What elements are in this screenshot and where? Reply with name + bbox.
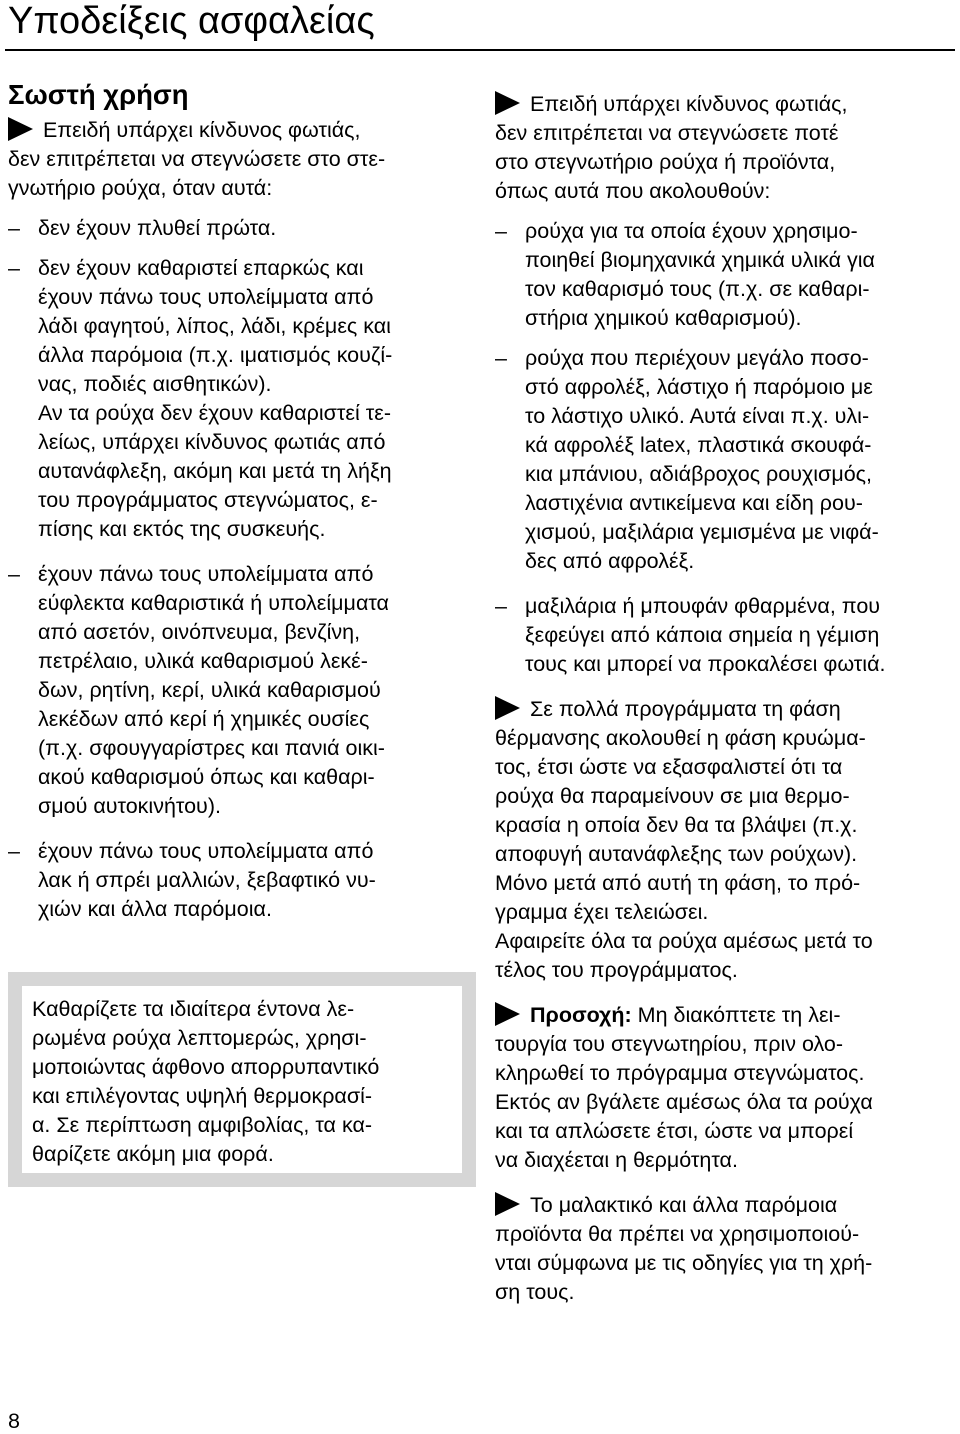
text-line: άλλα παρόμοια (π.χ. ιματισμός κουζί- xyxy=(38,343,393,367)
dash-bullet: – xyxy=(495,219,507,243)
dash-bullet: – xyxy=(495,594,507,618)
fire-warning-paragraph xyxy=(8,116,470,203)
list-item xyxy=(495,217,957,333)
play-arrow-icon xyxy=(8,117,33,141)
text-line: δεν επιτρέπεται να στεγνώσετε ποτέ xyxy=(495,121,839,145)
text-line: κά αφρολέξ latex, πλαστικά σκουφά- xyxy=(525,433,872,457)
text-line: ση τους. xyxy=(495,1280,575,1304)
right-column xyxy=(495,90,957,1307)
text-line: και τα απλώσετε έτσι, ώστε να μπορεί xyxy=(495,1119,854,1143)
cooling-phase-paragraph xyxy=(495,695,957,985)
page-number: 8 xyxy=(8,1409,20,1433)
text-line: Εκτός αν βγάλετε αμέσως όλα τα ρούχα xyxy=(495,1090,873,1114)
text-line: όπως αυτά που ακολουθούν: xyxy=(495,179,771,203)
dash-bullet: – xyxy=(8,256,20,280)
list-item xyxy=(8,560,470,821)
text-line: λαστιχένια αντικείμενα και είδη ρου- xyxy=(525,491,863,515)
text-line: στήρια χημικού καθαρισμού). xyxy=(525,306,802,330)
caution-label: Προσοχή: xyxy=(530,1003,632,1027)
text-line xyxy=(495,90,957,119)
dash-bullet: – xyxy=(8,562,20,586)
text-line: κια μπάνιου, αδιάβροχος ρουχισμός, xyxy=(525,462,873,486)
text-line: λείως, υπάρχει κίνδυνος φωτιάς από xyxy=(38,430,386,454)
softener-paragraph xyxy=(495,1191,957,1307)
text-line: πετρέλαιο, υλικά καθαρισμού λεκέ- xyxy=(38,649,368,673)
text-line: Μόνο μετά από αυτή τη φάση, το πρό- xyxy=(495,871,861,895)
text-line-content: Σε πολλά προγράμματα τη φάση xyxy=(530,697,841,721)
section-heading: Σωστή χρήση xyxy=(8,79,189,110)
dash-bullet: – xyxy=(8,216,20,240)
text-line: λακ ή σπρέι μαλλιών, ξεβαφτικό νυ- xyxy=(38,868,376,892)
text-line: θέρμανσης ακολουθεί η φάση κρυώμα- xyxy=(495,726,866,750)
text-line: λεκέδων από κερί ή χημικές ουσίες xyxy=(38,707,370,731)
text-line: δεν επιτρέπεται να στεγνώσετε στο στε- xyxy=(8,147,386,171)
text-line: Αφαιρείτε όλα τα ρούχα αμέσως μετά το xyxy=(495,929,873,953)
text-line xyxy=(495,695,957,724)
text-line: χιών και άλλα παρόμοια. xyxy=(38,897,272,921)
text-line: του προγράμματος στεγνώματος, ε- xyxy=(38,488,378,512)
text-line: λάδι φαγητού, λίπος, λάδι, κρέμες και xyxy=(38,314,391,338)
text-line: τον καθαρισμό τους (π.χ. σε καθαρι- xyxy=(525,277,870,301)
text-line: στό αφρολέξ, λάστιχο ή παρόμοιο με xyxy=(525,375,873,399)
text-line: τος, έτσι ώστε να εξασφαλιστεί ότι τα xyxy=(495,755,843,779)
text-line: αποφυγή αυτανάφλεξης των ρούχων). xyxy=(495,842,858,866)
text-line: νται σύμφωνα με τις οδηγίες για τη χρή- xyxy=(495,1251,873,1275)
text-line: ρωμένα ρούχα λεπτομερώς, χρησι- xyxy=(32,1026,367,1050)
text-line: δων, ρητίνη, κερί, υλικά καθαρισμού xyxy=(38,678,381,702)
left-column xyxy=(8,76,470,924)
text-line: το λάστιχο υλικό. Αυτά είναι π.χ. υλι- xyxy=(525,404,870,428)
text-line: αυτανάφλεξη, ακόμη και μετά τη λήξη xyxy=(38,459,392,483)
text-line-content: Επειδή υπάρχει κίνδυνος φωτιάς, xyxy=(43,118,361,142)
text-line: έχουν πάνω τους υπολείμματα από xyxy=(38,285,374,309)
text-line-content: Μη διακόπτετε τη λει- xyxy=(631,1003,841,1027)
text-line xyxy=(495,1001,957,1030)
text-line: προϊόντα θα πρέπει να χρησιμοποιού- xyxy=(495,1222,860,1246)
text-line: ρούχα που περιέχουν μεγάλο ποσο- xyxy=(525,346,869,370)
text-line: α. Σε περίπτωση αμφιβολίας, τα κα- xyxy=(32,1113,373,1137)
list-item xyxy=(8,254,470,544)
text-line: μοποιώντας άφθονο απορρυπαντικό xyxy=(32,1055,380,1079)
text-line: ρούχα θα παραμείνουν σε μια θερμο- xyxy=(495,784,850,808)
play-arrow-icon xyxy=(495,696,520,720)
text-line: γνωτήριο ρούχα, όταν αυτά: xyxy=(8,176,273,200)
text-line xyxy=(495,1191,957,1220)
text-line: στο στεγνωτήριο ρούχα ή προϊόντα, xyxy=(495,150,836,174)
dash-bullet: – xyxy=(8,839,20,863)
list-item xyxy=(8,214,470,243)
play-arrow-icon xyxy=(495,91,520,115)
caution-paragraph xyxy=(495,1001,957,1175)
text-line: δεν έχουν καθαριστεί επαρκώς και xyxy=(38,256,364,280)
text-line: έχουν πάνω τους υπολείμματα από xyxy=(38,839,374,863)
text-line: τέλος του προγράμματος. xyxy=(495,958,738,982)
text-line: ακού καθαρισμού όπως και καθαρι- xyxy=(38,765,375,789)
dash-bullet: – xyxy=(495,346,507,370)
text-line: χισμού, μαξιλάρια γεμισμένα με νιφά- xyxy=(525,520,879,544)
text-line: μαξιλάρια ή μπουφάν φθαρμένα, που xyxy=(525,594,881,618)
text-line: κληρωθεί το πρόγραμμα στεγνώματος. xyxy=(495,1061,865,1085)
text-line: πίσης και εκτός της συσκευής. xyxy=(38,517,326,541)
text-line: και επιλέγοντας υψηλή θερμοκρασί- xyxy=(32,1084,373,1108)
list-item xyxy=(8,837,470,924)
note-box xyxy=(8,972,476,1187)
text-line: ρούχα για τα οποία έχουν χρησιμο- xyxy=(525,219,858,243)
text-line: θαρίζετε ακόμη μια φορά. xyxy=(32,1142,274,1166)
text-line: από ασετόν, οινόπνευμα, βενζίνη, xyxy=(38,620,361,644)
text-line: ξεφεύγει από κάποια σημεία η γέμιση xyxy=(525,623,880,647)
list-item xyxy=(495,592,957,679)
text-line: Καθαρίζετε τα ιδιαίτερα έντονα λε- xyxy=(32,997,355,1021)
fire-warning-paragraph-2 xyxy=(495,90,957,206)
text-line-content: Επειδή υπάρχει κίνδυνος φωτιάς, xyxy=(530,92,848,116)
text-line: εύφλεκτα καθαριστικά ή υπολείμματα xyxy=(38,591,389,615)
text-line: κρασία η οποία δεν θα τα βλάψει (π.χ. xyxy=(495,813,858,837)
title-underline xyxy=(5,49,955,51)
text-line: τους και μπορεί να προκαλέσει φωτιά. xyxy=(525,652,886,676)
text-line: τουργία του στεγνωτηρίου, πριν ολο- xyxy=(495,1032,844,1056)
text-line: γραμμα έχει τελειώσει. xyxy=(495,900,709,924)
text-line: (π.χ. σφουγγαρίστρες και πανιά οικι- xyxy=(38,736,385,760)
play-arrow-icon xyxy=(495,1192,520,1216)
list-item xyxy=(495,344,957,576)
text-line xyxy=(8,116,470,145)
text-line: δες από αφρολέξ. xyxy=(525,549,695,573)
play-arrow-icon xyxy=(495,1002,520,1026)
text-line: δεν έχουν πλυθεί πρώτα. xyxy=(38,216,277,240)
text-line: έχουν πάνω τους υπολείμματα από xyxy=(38,562,374,586)
text-line: να διαχέεται η θερμότητα. xyxy=(495,1148,738,1172)
text-line: Αν τα ρούχα δεν έχουν καθαριστεί τε- xyxy=(38,401,391,425)
text-line: ποιηθεί βιομηχανικά χημικά υλικά για xyxy=(525,248,875,272)
text-line: νας, ποδιές αισθητικών). xyxy=(38,372,272,396)
text-line-content: Το μαλακτικό και άλλα παρόμοια xyxy=(530,1193,838,1217)
page-title: Υποδείξεις ασφαλείας xyxy=(8,0,375,42)
text-line: σμού αυτοκινήτου). xyxy=(38,794,221,818)
